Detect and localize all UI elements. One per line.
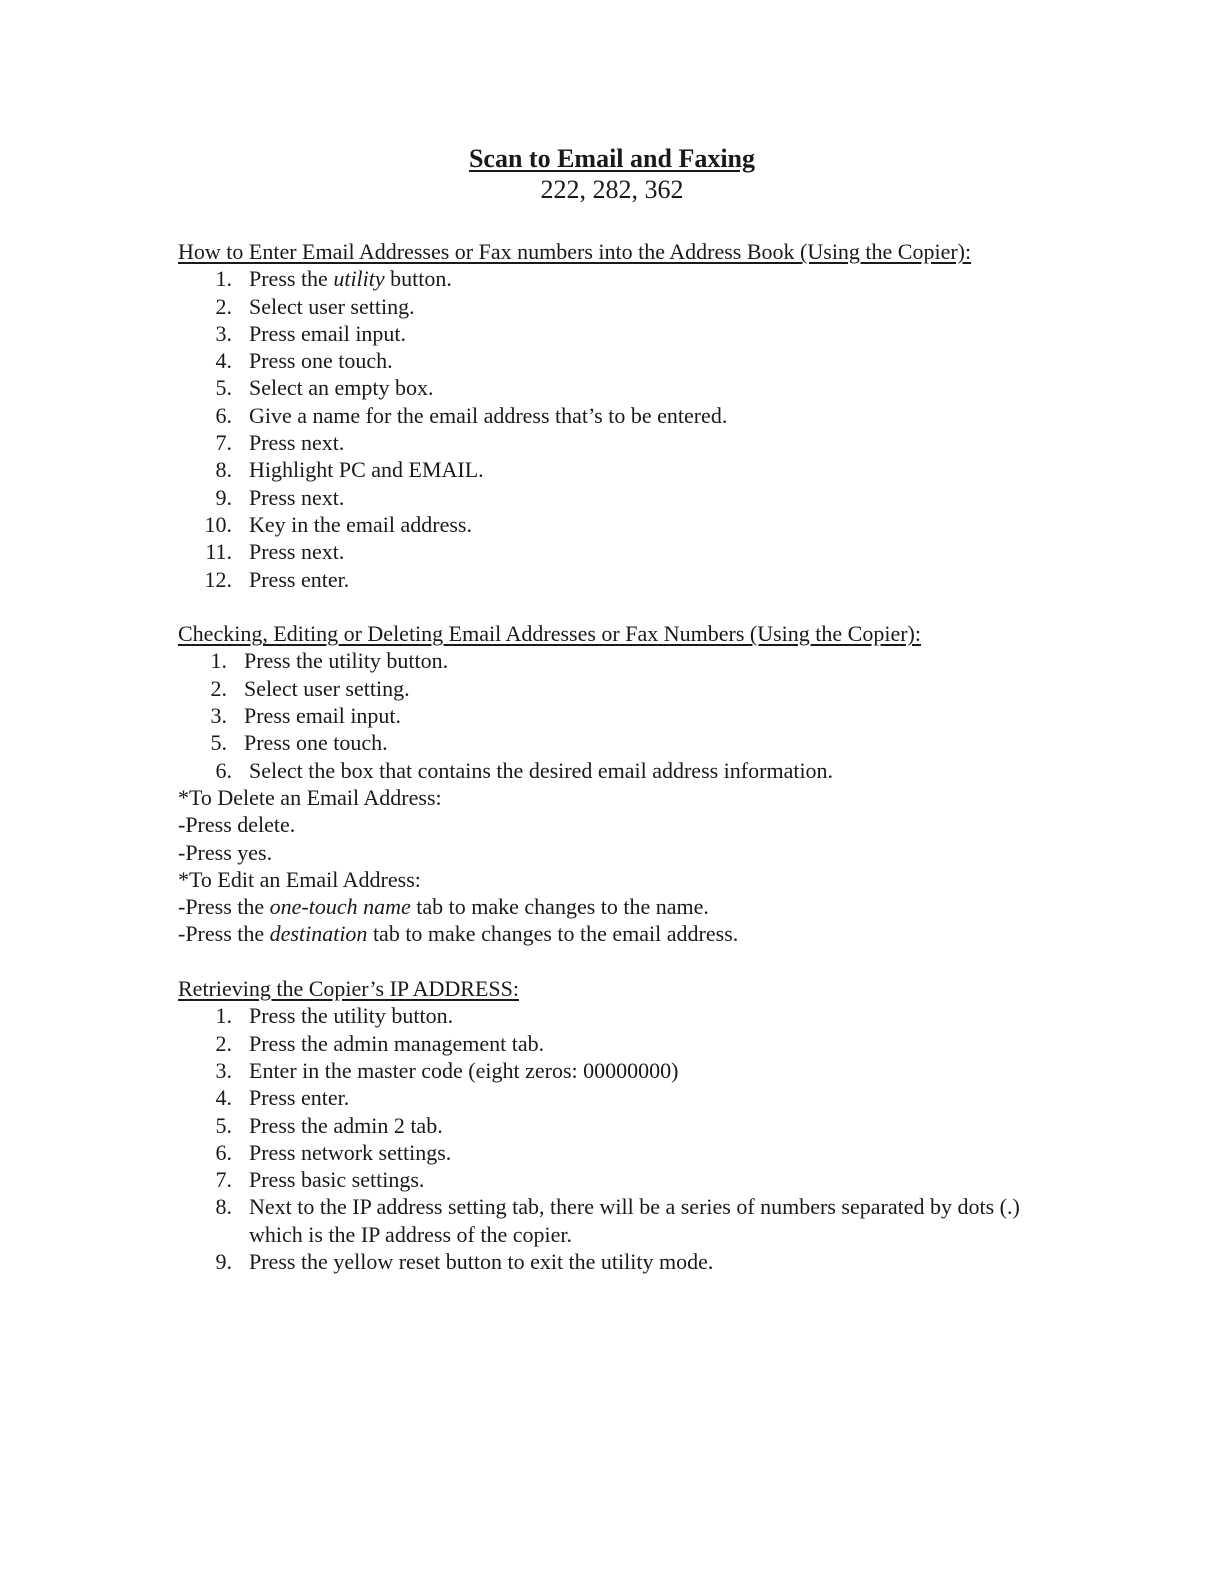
delete-heading: *To Delete an Email Address:	[178, 784, 442, 810]
list-item: 2. Press the admin management tab.	[215, 1030, 545, 1056]
delete-step: -Press yes.	[178, 839, 273, 865]
list-item: 5. Select an empty box.	[215, 375, 434, 401]
list-item: 5. Press one touch.	[210, 730, 388, 756]
list-item: 8. Next to the IP address setting tab, there will be a series of numbers separated by dots (.) which is the IP address of the copier.	[215, 1194, 1020, 1247]
section-heading-ip-address: Retrieving the Copier’s IP ADDRESS:	[178, 976, 519, 1002]
document-title: Scan to Email and Faxing	[468, 144, 756, 173]
list-item: 7. Press basic settings.	[215, 1167, 425, 1193]
list-item: 3. Press email input.	[215, 320, 407, 346]
edit-heading: *To Edit an Email Address:	[178, 866, 421, 892]
model-numbers: 222, 282, 362	[540, 175, 684, 204]
list-item: 9. Press next.	[215, 484, 345, 510]
spacer	[178, 948, 1038, 975]
delete-step: -Press delete.	[178, 812, 296, 838]
list-item: 1. Press the utility button.	[210, 648, 449, 674]
list-item: 11. Press next.	[205, 539, 345, 565]
list-item: 3. Press email input.	[210, 703, 402, 729]
list-item: 2. Select user setting.	[215, 293, 415, 319]
list-item: 7. Press next.	[215, 430, 345, 456]
section-heading-edit-addresses: Checking, Editing or Deleting Email Addresses or Fax Numbers (Using the Copier):	[178, 621, 921, 647]
list-item: 10. Key in the email address.	[204, 511, 472, 537]
list-item: 6. Give a name for the email address that’s to be entered.	[215, 402, 728, 428]
list-item: 5. Press the admin 2 tab.	[215, 1112, 443, 1138]
section-heading-enter-addresses: How to Enter Email Addresses or Fax numbers into the Address Book (Using the Copier):	[178, 239, 972, 264]
list-item: 4. Press one touch.	[215, 348, 393, 374]
document-body	[178, 238, 1038, 1275]
list-item: 9. Press the yellow reset button to exit the utility mode.	[215, 1248, 714, 1274]
list-item: 6. Press network settings.	[215, 1139, 452, 1165]
list-item: 1. Press the utility button.	[215, 266, 452, 292]
list-item: 2. Select user setting.	[210, 675, 410, 701]
list-item: 3. Enter in the master code (eight zeros: 00000000)	[215, 1057, 679, 1083]
spacer	[178, 593, 1038, 620]
list-item: 4. Press enter.	[215, 1085, 350, 1111]
list-item: 6. Select the box that contains the desired email address information.	[215, 757, 834, 783]
list-item: 8. Highlight PC and EMAIL.	[215, 457, 484, 483]
edit-step: -Press the destination tab to make changes to the email address.	[178, 921, 739, 947]
list-item: 1. Press the utility button.	[215, 1003, 454, 1029]
list-item: 12. Press enter.	[204, 566, 350, 592]
edit-step: -Press the one-touch name tab to make changes to the name.	[178, 894, 709, 920]
